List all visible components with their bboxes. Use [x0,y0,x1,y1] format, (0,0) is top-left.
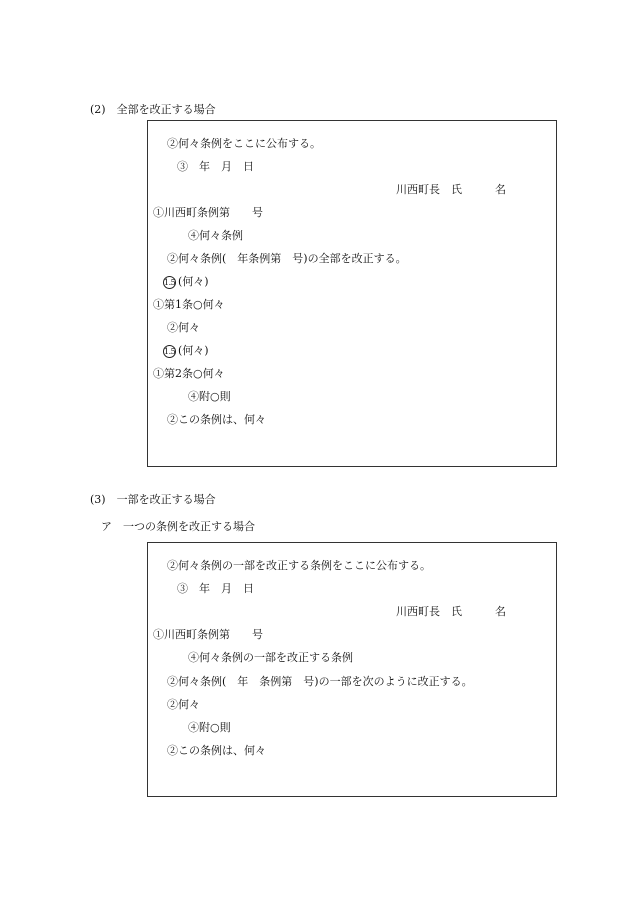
promulgation-line: ②何々条例をここに公布する。 [167,137,321,150]
caption-text: (何々) [178,275,209,288]
mayor-signature: 川西町長 氏 名 [396,605,506,618]
caption-text: (何々) [178,344,209,357]
article-1: ①第1条○何々 [153,298,225,311]
subsection-a-heading: ア 一つの条例を改正する場合 [101,520,255,533]
indent-circle-marker: 1.5 [164,277,176,287]
date-line: ③ 年 月 日 [177,160,254,173]
amendment-statement: ②何々条例( 年 条例第 号)の一部を次のように改正する。 [167,675,473,688]
indent-circle-marker: 1.5 [164,346,176,356]
article-1-body: ②何々 [167,321,200,334]
effective-date-clause: ②この条例は、何々 [167,413,266,426]
promulgation-line: ②何々条例の一部を改正する条例をここに公布する。 [167,559,431,572]
date-line: ③ 年 月 日 [177,582,254,595]
article-caption-1 [163,275,209,289]
supplementary-provisions: ④附○則 [188,390,231,403]
ordinance-title: ④何々条例の一部を改正する条例 [188,651,353,664]
amendment-body: ②何々 [167,698,200,711]
mayor-signature: 川西町長 氏 名 [396,183,506,196]
section-2-heading: (2) 全部を改正する場合 [90,103,216,116]
ordinance-title: ④何々条例 [188,229,243,242]
section-3-heading: (3) 一部を改正する場合 [90,493,216,506]
ordinance-number: ①川西町条例第 号 [153,206,263,219]
supplementary-provisions: ④附○則 [188,721,231,734]
effective-date-clause: ②この条例は、何々 [167,744,266,757]
ordinance-number: ①川西町条例第 号 [153,628,263,641]
article-2: ①第2条○何々 [153,367,225,380]
amendment-statement: ②何々条例( 年条例第 号)の全部を改正する。 [167,252,407,265]
partial-amendment-frame [147,542,557,797]
article-caption-2 [163,344,209,358]
